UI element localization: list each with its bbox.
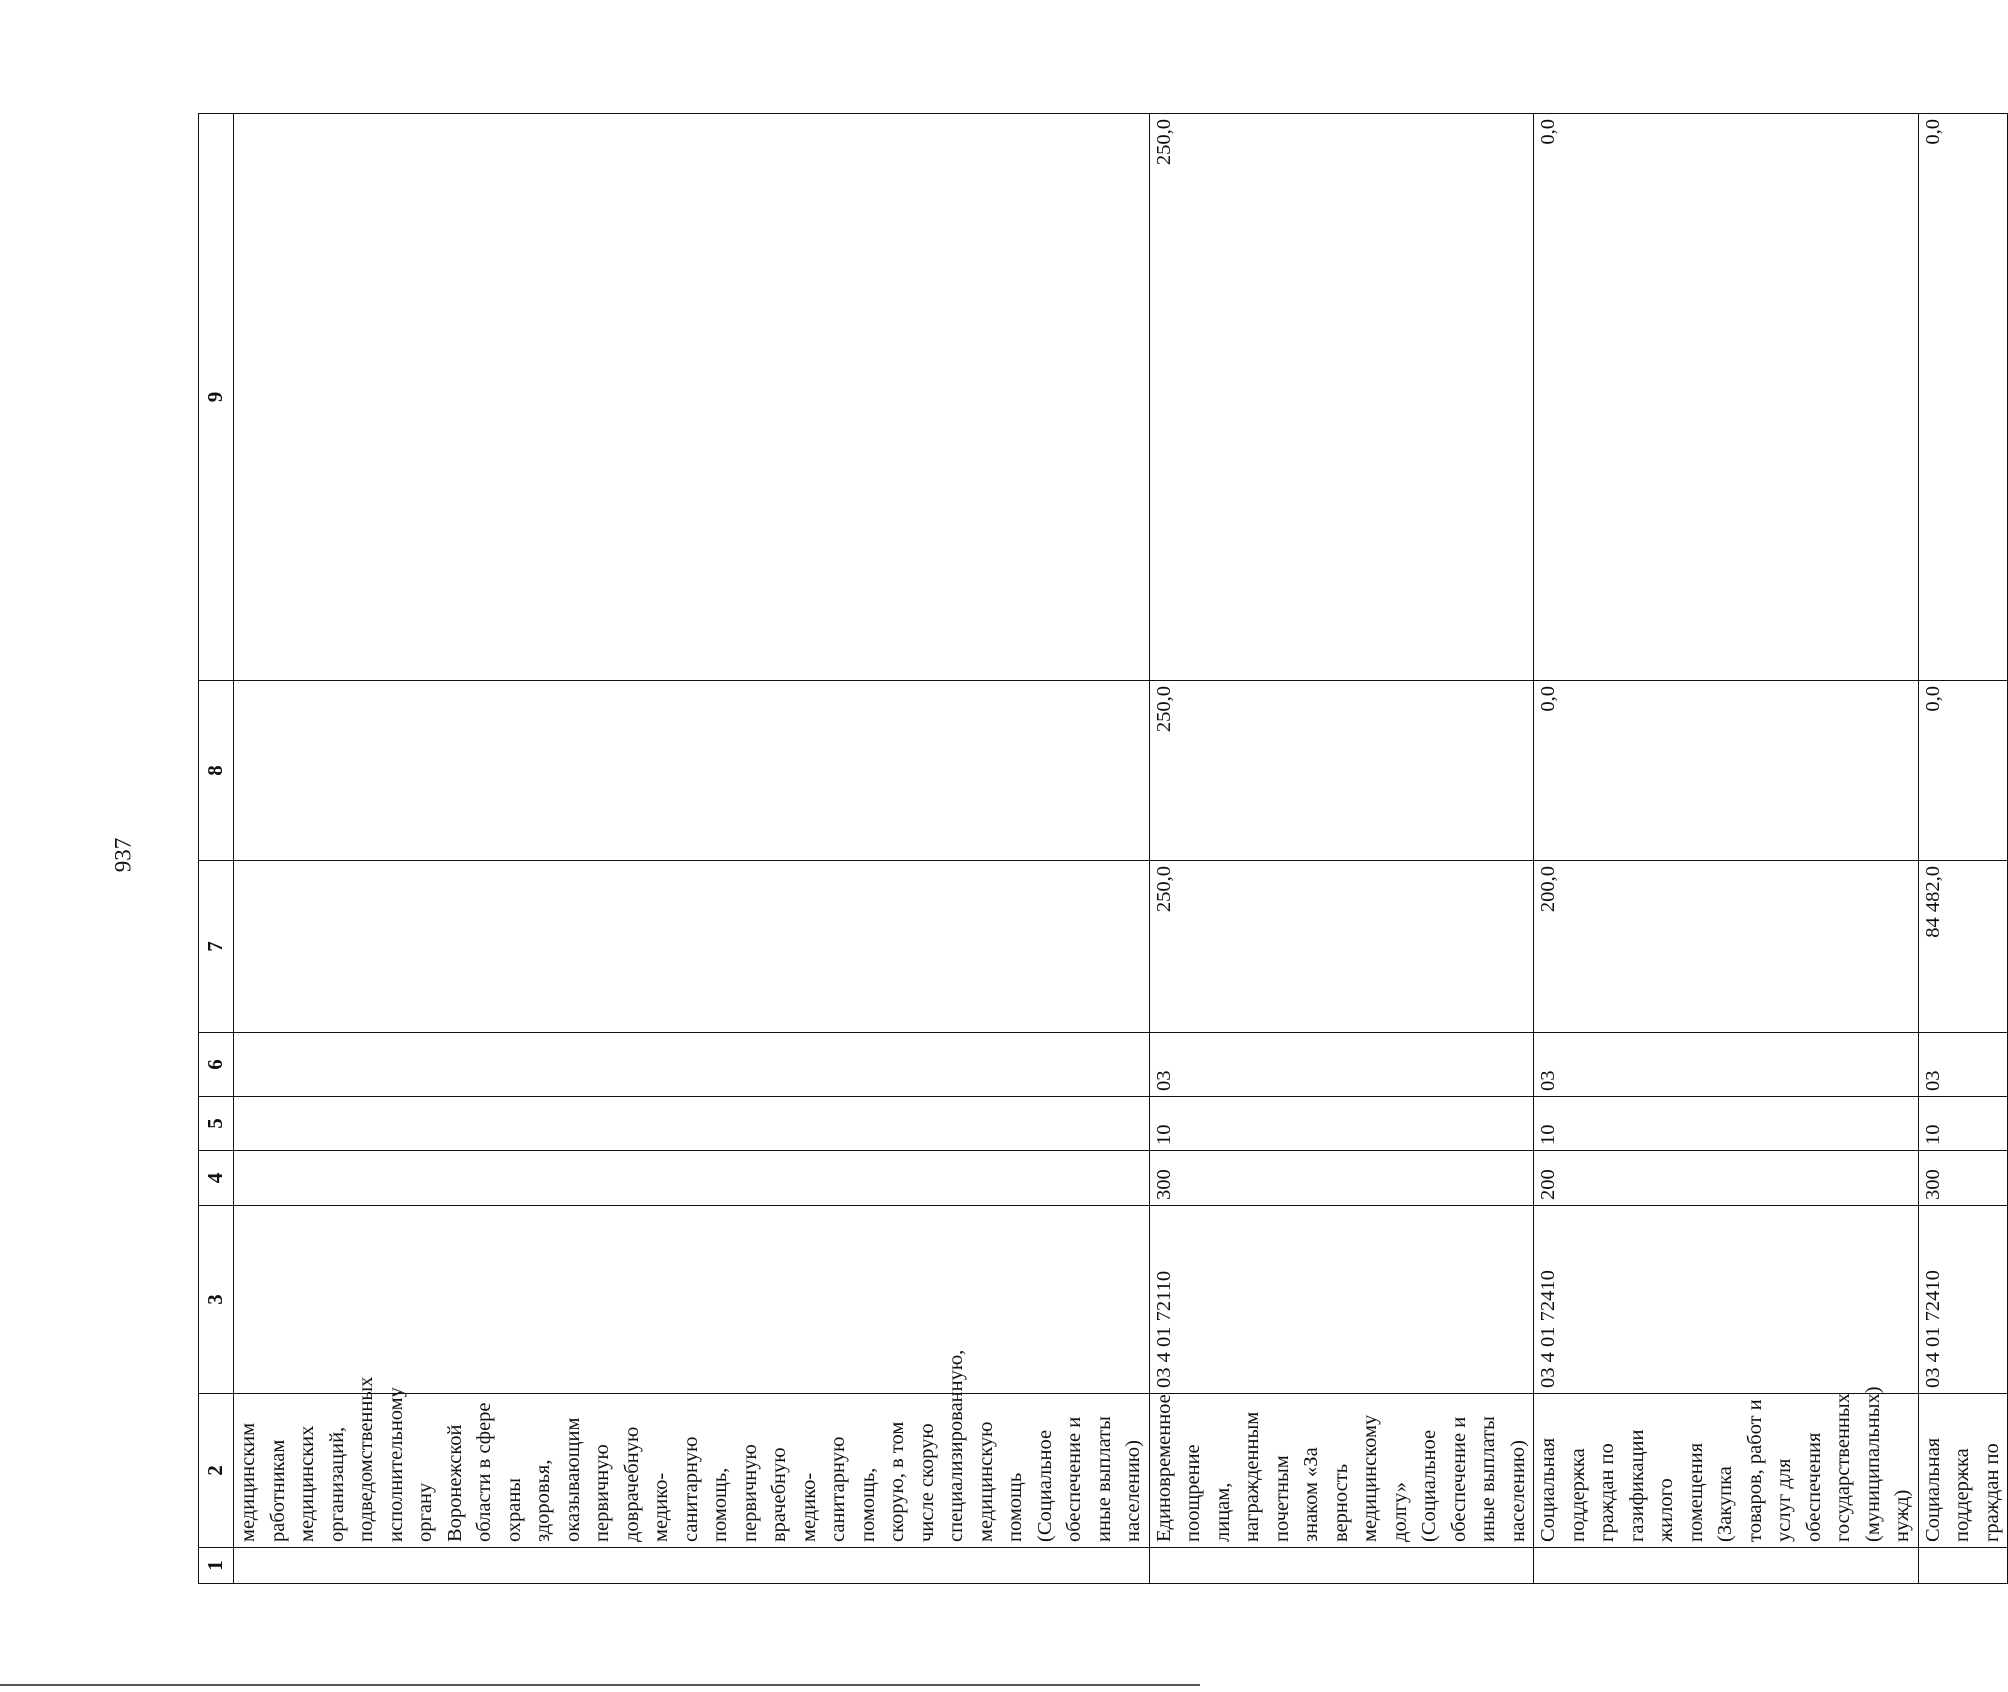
column-header-1: 1: [199, 1548, 234, 1584]
expense-type-cell: 300: [1149, 1151, 1534, 1206]
subsection-cell: 03: [1149, 1033, 1534, 1097]
amount-col8-cell: 0,0: [1534, 681, 1919, 861]
section-cell: [234, 1097, 1150, 1151]
column-header-3: 3: [199, 1206, 234, 1394]
table-row: [1534, 114, 1919, 1584]
section-cell: 10: [1918, 1097, 2008, 1151]
bottom-scan-rule: [0, 1684, 1200, 1686]
table-row: [1149, 114, 1534, 1584]
amount-col9-cell: 250,0: [1149, 114, 1534, 681]
expense-type-cell: 200: [1534, 1151, 1919, 1206]
target-article-cell: 03 4 01 72110: [1149, 1206, 1534, 1394]
table-header-row: [199, 114, 234, 1584]
amount-col9-cell: 0,0: [1534, 114, 1919, 681]
amount-col7-cell: 84 482,0: [1918, 861, 2008, 1033]
row-number-cell: [1534, 1548, 1919, 1584]
row-number-cell: [1918, 1548, 2008, 1584]
description-cell: Социальная поддержка граждан по: [1918, 1394, 2008, 1548]
column-header-2: 2: [199, 1394, 234, 1548]
section-cell: 10: [1534, 1097, 1919, 1151]
amount-col7-cell: 250,0: [1149, 861, 1534, 1033]
column-header-4: 4: [199, 1151, 234, 1206]
amount-col8-cell: 250,0: [1149, 681, 1534, 861]
budget-table: [198, 113, 2008, 1584]
expense-type-cell: 300: [1918, 1151, 2008, 1206]
description-cell: Единовременное поощрение лицам, награжденным почетным знаком «За верность медицинскому долгу» (Социальное обеспечение и иные выплаты населению): [1149, 1394, 1534, 1548]
subsection-cell: 03: [1918, 1033, 2008, 1097]
section-cell: 10: [1149, 1097, 1534, 1151]
expense-type-cell: [234, 1151, 1150, 1206]
row-number-cell: [1149, 1548, 1534, 1584]
budget-table-sheet: [198, 114, 2003, 1584]
amount-col8-cell: [234, 681, 1150, 861]
table-row: [234, 114, 1150, 1584]
target-article-cell: [234, 1206, 1150, 1394]
description-cell: медицинским работникам медицинских организаций, подведомственных исполнительному органу Воронежской области в сфере охраны здоровья, оказывающим первичную доврачебную медико-санитарную помощь, первичную врачебную медико-санитарную помощь, скорую, в том числе скорую специализированную, медицинскую помощь (Социальное обеспечение и иные выплаты населению): [234, 1394, 1150, 1548]
column-header-9: 9: [199, 114, 234, 681]
amount-col9-cell: 0,0: [1918, 114, 2008, 681]
column-header-6: 6: [199, 1033, 234, 1097]
subsection-cell: 03: [1534, 1033, 1919, 1097]
column-header-7: 7: [199, 861, 234, 1033]
page-number: [108, 830, 138, 880]
amount-col9-cell: [234, 114, 1150, 681]
target-article-cell: 03 4 01 72410: [1918, 1206, 2008, 1394]
description-cell: Социальная поддержка граждан по газификации жилого помещения (Закупка товаров, работ и услуг для обеспечения государственных (муниципальных) нужд): [1534, 1394, 1919, 1548]
table-row: [1918, 114, 2008, 1584]
amount-col7-cell: [234, 861, 1150, 1033]
column-header-5: 5: [199, 1097, 234, 1151]
target-article-cell: 03 4 01 72410: [1534, 1206, 1919, 1394]
page-number-text: 937: [110, 837, 135, 873]
row-number-cell: [234, 1548, 1150, 1584]
column-header-8: 8: [199, 681, 234, 861]
amount-col8-cell: 0,0: [1918, 681, 2008, 861]
amount-col7-cell: 200,0: [1534, 861, 1919, 1033]
subsection-cell: [234, 1033, 1150, 1097]
